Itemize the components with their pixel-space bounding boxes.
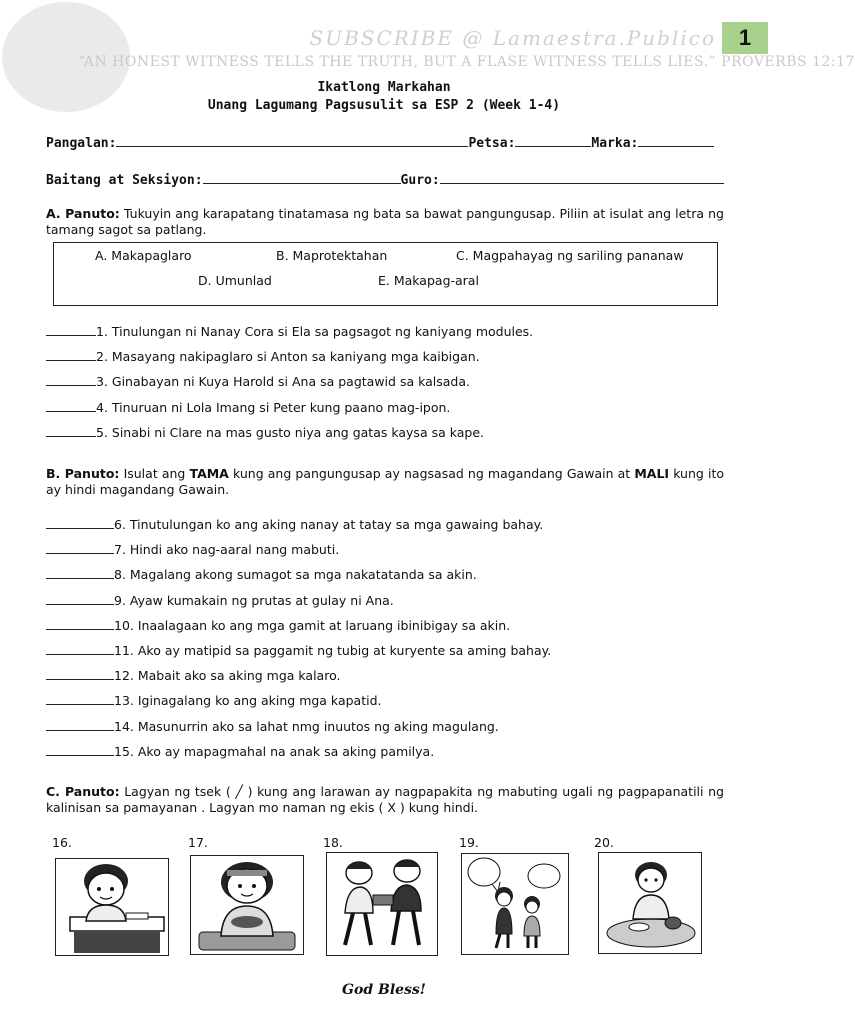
grade-section-blank[interactable] xyxy=(203,171,401,184)
list-item: 3. Ginabayan ni Kuya Harold si Ana sa pagtawid sa kalsada. xyxy=(46,373,470,389)
picture-17-frame xyxy=(190,855,304,955)
date-label: Petsa: xyxy=(468,136,516,151)
teacher-label: Guro: xyxy=(400,173,440,188)
date-blank[interactable] xyxy=(515,134,591,147)
proverb-quote: “AN HONEST WITNESS TELLS THE TRUTH, BUT A FLASE WITNESS TELLS LIES.” PROVERBS 12:17 xyxy=(78,54,855,70)
list-item: 12. Mabait ako sa aking mga kalaro. xyxy=(46,667,340,683)
list-item: 11. Ako ay matipid sa paggamit ng tubig at kuryente sa aming bahay. xyxy=(46,642,551,658)
boy-eating-icon xyxy=(599,853,701,953)
picture-number: 16. xyxy=(52,835,72,850)
picture-18-frame xyxy=(326,852,438,956)
answer-blank[interactable] xyxy=(46,642,114,655)
answer-blank[interactable] xyxy=(46,373,96,386)
answer-blank[interactable] xyxy=(46,692,114,705)
section-b-directions: B. Panuto: Isulat ang TAMA kung ang pangungusap ay nagsasad ng magandang Gawain at MALI kung ito ay hindi magandang Gawain. xyxy=(46,466,724,497)
children-fighting-icon xyxy=(327,853,437,955)
picture-number: 19. xyxy=(459,835,479,850)
grade-row xyxy=(46,171,724,188)
picture-19-frame xyxy=(461,853,569,955)
boy-studying-icon xyxy=(56,859,168,955)
answer-blank[interactable] xyxy=(46,541,114,554)
choice-a: A. Makapaglaro xyxy=(95,248,192,263)
page-number-badge: 1 xyxy=(722,22,768,54)
picture-number: 20. xyxy=(594,835,614,850)
name-label: Pangalan: xyxy=(46,136,117,151)
teacher-blank[interactable] xyxy=(440,171,724,184)
list-item: 9. Ayaw kumakain ng prutas at gulay ni Ana. xyxy=(46,592,394,608)
picture-number: 18. xyxy=(323,835,343,850)
list-item: 8. Magalang akong sumagot sa mga nakatatanda sa akin. xyxy=(46,566,477,582)
list-item: 2. Masayang nakipaglaro si Anton sa kaniyang mga kaibigan. xyxy=(46,348,480,364)
answer-blank[interactable] xyxy=(46,617,114,630)
picture-16-frame xyxy=(55,858,169,956)
choice-d: D. Umunlad xyxy=(198,273,272,288)
girls-talking-icon xyxy=(462,854,568,954)
name-row xyxy=(46,134,714,151)
quarter-title: Ikatlong Markahan xyxy=(317,80,451,95)
answer-blank[interactable] xyxy=(46,399,96,412)
answer-blank[interactable] xyxy=(46,566,114,579)
answer-blank[interactable] xyxy=(46,592,114,605)
answer-blank[interactable] xyxy=(46,323,96,336)
section-c-text: Lagyan ng tsek ( ╱ ) kung ang larawan ay nagpapakita ng mabuting ugali ng pagpapanatili ng kalinisan sa pamayanan . Lagyan mo naman ng ekis ( X ) kung hindi. xyxy=(46,784,724,815)
mali-keyword: MALI xyxy=(634,466,670,481)
answer-blank[interactable] xyxy=(46,348,96,361)
list-item: 4. Tinuruan ni Lola Imang si Peter kung paano mag-ipon. xyxy=(46,399,450,415)
list-item: 7. Hindi ako nag-aaral nang mabuti. xyxy=(46,541,339,557)
choice-b: B. Maprotektahan xyxy=(276,248,388,263)
picture-20-frame xyxy=(598,852,702,954)
name-blank[interactable] xyxy=(116,134,468,147)
subscribe-watermark: SUBSCRIBE @ Lamaestra.Publico xyxy=(309,26,716,50)
section-c-label: C. Panuto: xyxy=(46,784,120,799)
section-a-directions xyxy=(46,206,724,238)
score-blank[interactable] xyxy=(638,134,714,147)
choice-c: C. Magpahayag ng sariling pananaw xyxy=(456,248,684,263)
footer-blessing: God Bless! xyxy=(342,982,426,998)
picture-number: 17. xyxy=(188,835,208,850)
test-title: Unang Lagumang Pagsusulit sa ESP 2 (Week 1-4) xyxy=(207,98,561,113)
answer-blank[interactable] xyxy=(46,743,114,756)
list-item: 13. Iginagalang ko ang aking mga kapatid. xyxy=(46,692,382,708)
section-b-label: B. Panuto: xyxy=(46,466,120,481)
list-item: 6. Tinutulungan ko ang aking nanay at tatay sa mga gawaing bahay. xyxy=(46,516,543,532)
answer-blank[interactable] xyxy=(46,424,96,437)
section-a-text: Tukuyin ang karapatang tinatamasa ng bata sa bawat pangungusap. Piliin at isulat ang letra ng tamang sagot sa patlang. xyxy=(46,206,724,237)
section-a-label: A. Panuto: xyxy=(46,206,120,221)
list-item: 10. Inaalagaan ko ang mga gamit at laruang ibinibigay sa akin. xyxy=(46,617,510,633)
score-label: Marka: xyxy=(591,136,639,151)
list-item: 15. Ako ay mapagmahal na anak sa aking pamilya. xyxy=(46,743,434,759)
tama-keyword: TAMA xyxy=(189,466,229,481)
list-item: 14. Masunurrin ako sa lahat nmg inuutos ng aking magulang. xyxy=(46,718,499,734)
list-item: 5. Sinabi ni Clare na mas gusto niya ang gatas kaysa sa kape. xyxy=(46,424,484,440)
answer-blank[interactable] xyxy=(46,516,114,529)
section-c-directions xyxy=(46,784,724,816)
answer-blank[interactable] xyxy=(46,718,114,731)
grade-section-label: Baitang at Seksiyon: xyxy=(46,173,203,188)
choice-e: E. Makapag-aral xyxy=(378,273,479,288)
girl-sewing-icon xyxy=(191,856,303,954)
answer-blank[interactable] xyxy=(46,667,114,680)
list-item: 1. Tinulungan ni Nanay Cora si Ela sa pagsagot ng kaniyang modules. xyxy=(46,323,533,339)
